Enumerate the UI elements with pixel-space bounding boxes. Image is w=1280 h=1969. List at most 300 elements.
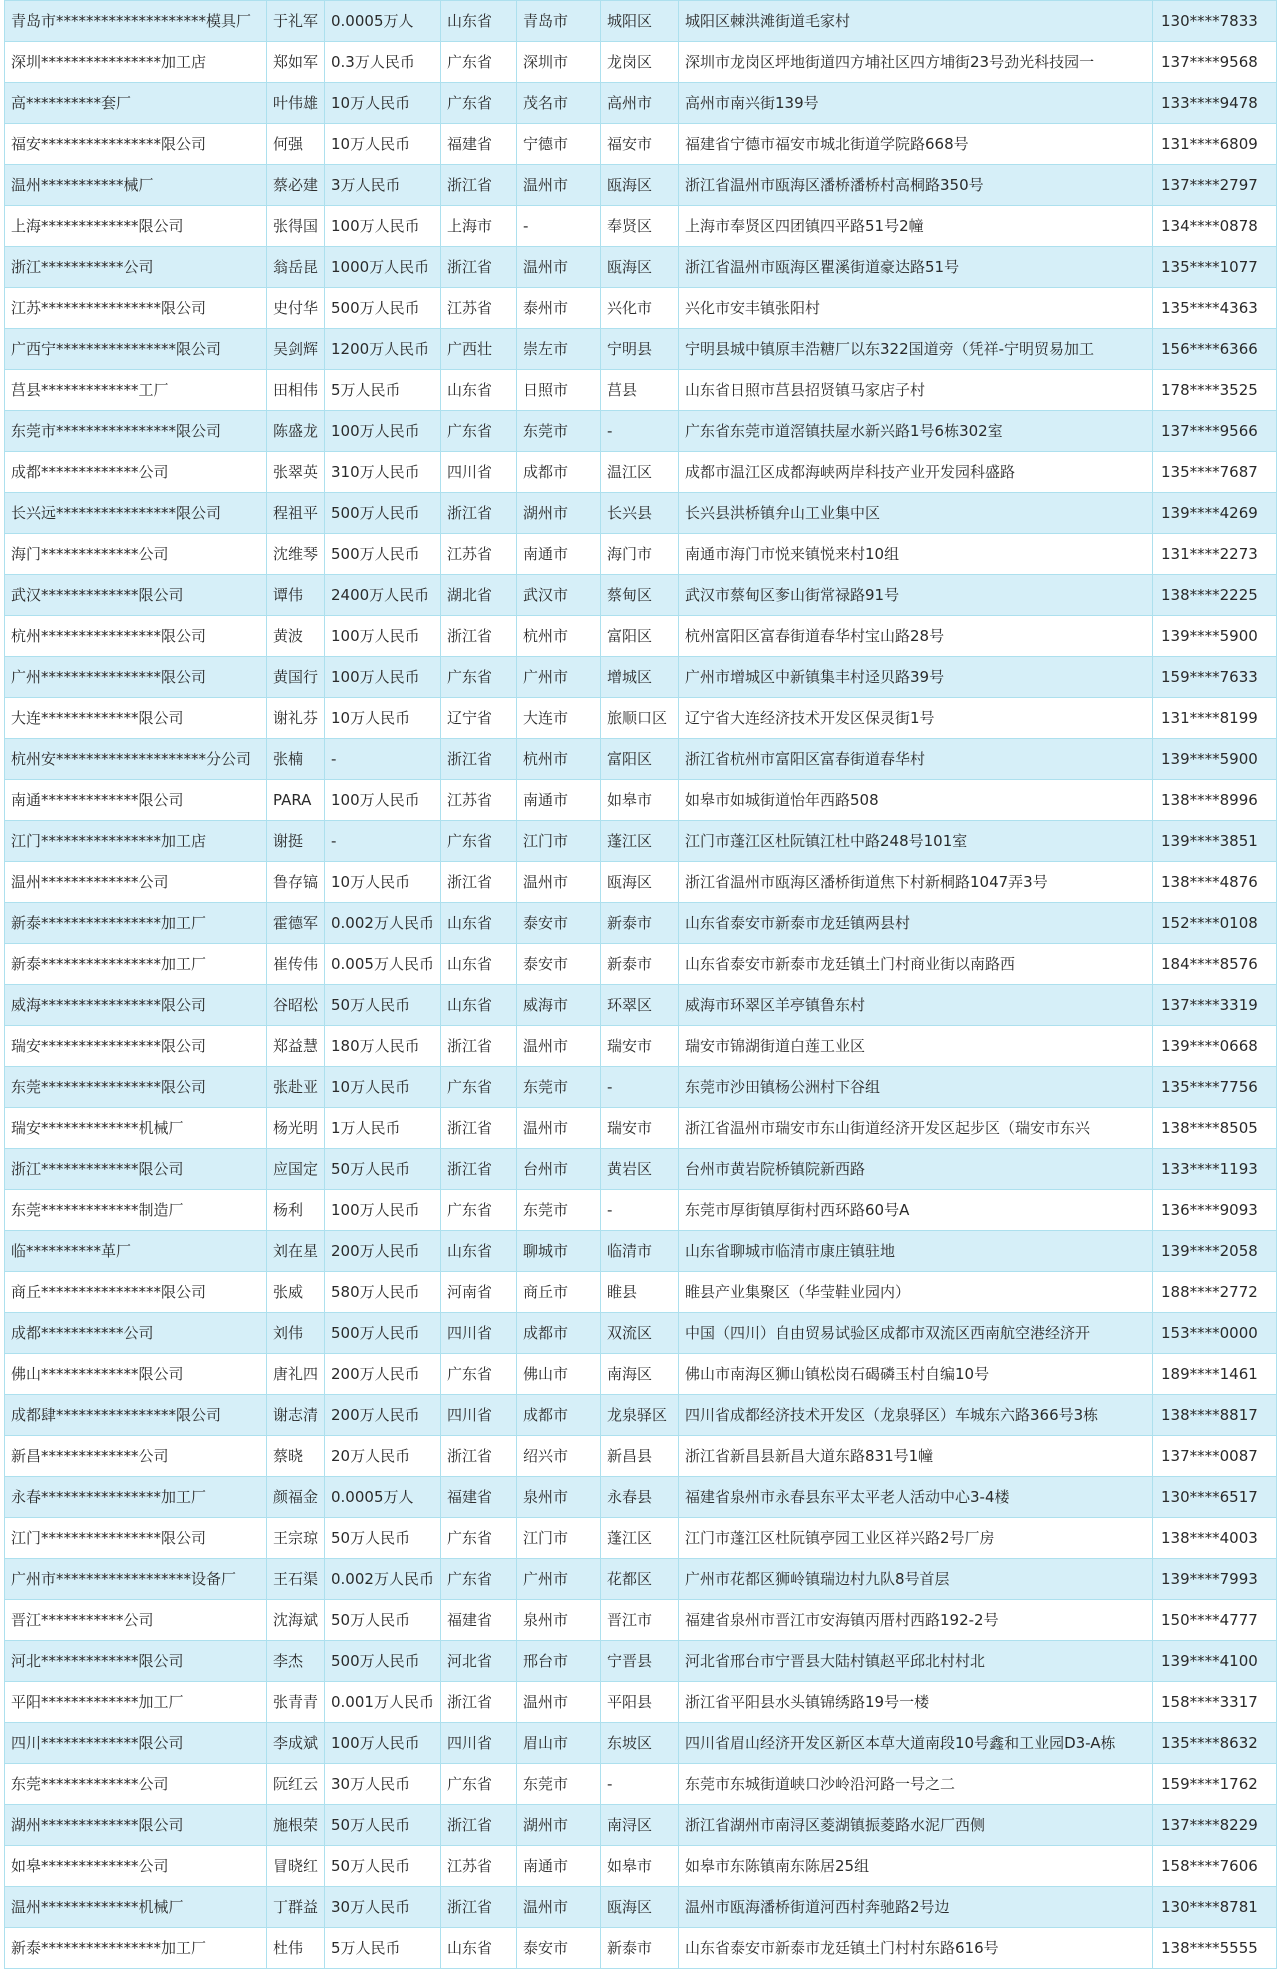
district-cell: 蓬江区 (601, 821, 679, 862)
province-cell: 福建省 (441, 1600, 517, 1641)
legal-representative-cell: 黄国行 (267, 657, 325, 698)
address-cell: 山东省泰安市新泰市龙廷镇两县村 (679, 903, 1153, 944)
city-cell: 聊城市 (517, 1231, 601, 1272)
district-cell: 温江区 (601, 452, 679, 493)
table-row (5, 575, 1277, 616)
table-row (5, 1026, 1277, 1067)
registered-capital-cell: 1000万人民币 (325, 247, 441, 288)
table-row (5, 370, 1277, 411)
company-name-cell: 浙江***********公司 (5, 247, 267, 288)
province-cell: 山东省 (441, 944, 517, 985)
province-cell: 湖北省 (441, 575, 517, 616)
table-row (5, 124, 1277, 165)
district-cell: 临清市 (601, 1231, 679, 1272)
table-row (5, 493, 1277, 534)
legal-representative-cell: 杨光明 (267, 1108, 325, 1149)
registered-capital-cell: 0.001万人民币 (325, 1682, 441, 1723)
legal-representative-cell: 张楠 (267, 739, 325, 780)
district-cell: 富阳区 (601, 616, 679, 657)
district-cell: 黄岩区 (601, 1149, 679, 1190)
city-cell: 温州市 (517, 1108, 601, 1149)
district-cell: 蓬江区 (601, 1518, 679, 1559)
province-cell: 山东省 (441, 1928, 517, 1969)
phone-cell: 138****4003 (1153, 1518, 1277, 1559)
district-cell: 东坡区 (601, 1723, 679, 1764)
table-row (5, 657, 1277, 698)
company-name-cell: 佛山*************限公司 (5, 1354, 267, 1395)
address-cell: 浙江省温州市瓯海区潘桥街道焦下村新桐路1047弄3号 (679, 862, 1153, 903)
city-cell: 泰安市 (517, 903, 601, 944)
city-cell: 温州市 (517, 1682, 601, 1723)
district-cell: 海门市 (601, 534, 679, 575)
district-cell: 永春县 (601, 1477, 679, 1518)
company-name-cell: 新泰****************加工厂 (5, 903, 267, 944)
city-cell: 青岛市 (517, 1, 601, 42)
registered-capital-cell: 0.0005万人 (325, 1, 441, 42)
registered-capital-cell: 500万人民币 (325, 534, 441, 575)
company-name-cell: 东莞*************公司 (5, 1764, 267, 1805)
district-cell: 高州市 (601, 83, 679, 124)
district-cell: 如皋市 (601, 780, 679, 821)
legal-representative-cell: 程祖平 (267, 493, 325, 534)
registered-capital-cell: 50万人民币 (325, 1149, 441, 1190)
legal-representative-cell: 张威 (267, 1272, 325, 1313)
district-cell: 龙泉驿区 (601, 1395, 679, 1436)
city-cell: 绍兴市 (517, 1436, 601, 1477)
province-cell: 广东省 (441, 411, 517, 452)
address-cell: 城阳区棘洪滩街道毛家村 (679, 1, 1153, 42)
registered-capital-cell: 5万人民币 (325, 370, 441, 411)
phone-cell: 159****1762 (1153, 1764, 1277, 1805)
table-row (5, 1272, 1277, 1313)
phone-cell: 134****0878 (1153, 206, 1277, 247)
table-row (5, 903, 1277, 944)
legal-representative-cell: 颜福金 (267, 1477, 325, 1518)
province-cell: 广西壮 (441, 329, 517, 370)
company-name-cell: 高**********套厂 (5, 83, 267, 124)
legal-representative-cell: 张青青 (267, 1682, 325, 1723)
registered-capital-cell: 50万人民币 (325, 985, 441, 1026)
province-cell: 浙江省 (441, 1149, 517, 1190)
phone-cell: 135****7756 (1153, 1067, 1277, 1108)
district-cell: 富阳区 (601, 739, 679, 780)
province-cell: 四川省 (441, 1395, 517, 1436)
district-cell: 长兴县 (601, 493, 679, 534)
phone-cell: 188****2772 (1153, 1272, 1277, 1313)
company-name-cell: 上海*************限公司 (5, 206, 267, 247)
city-cell: 湖州市 (517, 493, 601, 534)
table-row (5, 534, 1277, 575)
city-cell: 宁德市 (517, 124, 601, 165)
district-cell: 宁晋县 (601, 1641, 679, 1682)
district-cell: 瑞安市 (601, 1108, 679, 1149)
address-cell: 四川省眉山经济开发区新区本草大道南段10号鑫和工业园D3-A栋 (679, 1723, 1153, 1764)
registered-capital-cell: - (325, 739, 441, 780)
phone-cell: 152****0108 (1153, 903, 1277, 944)
city-cell: 南通市 (517, 1846, 601, 1887)
registered-capital-cell: 100万人民币 (325, 1723, 441, 1764)
district-cell: 瓯海区 (601, 165, 679, 206)
address-cell: 东莞市厚街镇厚街村西环路60号A (679, 1190, 1153, 1231)
company-name-cell: 长兴远****************限公司 (5, 493, 267, 534)
address-cell: 广州市花都区狮岭镇瑞边村九队8号首层 (679, 1559, 1153, 1600)
registered-capital-cell: 10万人民币 (325, 1067, 441, 1108)
district-cell: - (601, 1190, 679, 1231)
address-cell: 浙江省温州市瑞安市东山街道经济开发区起步区（瑞安市东兴 (679, 1108, 1153, 1149)
city-cell: 江门市 (517, 1518, 601, 1559)
company-name-cell: 平阳*************加工厂 (5, 1682, 267, 1723)
table-row (5, 698, 1277, 739)
table-row (5, 1641, 1277, 1682)
city-cell: 湖州市 (517, 1805, 601, 1846)
city-cell: 成都市 (517, 452, 601, 493)
city-cell: 泰州市 (517, 288, 601, 329)
address-cell: 长兴县洪桥镇弁山工业集中区 (679, 493, 1153, 534)
registered-capital-cell: 500万人民币 (325, 1641, 441, 1682)
district-cell: 新泰市 (601, 944, 679, 985)
district-cell: 增城区 (601, 657, 679, 698)
province-cell: 上海市 (441, 206, 517, 247)
province-cell: 河北省 (441, 1641, 517, 1682)
province-cell: 广东省 (441, 1354, 517, 1395)
phone-cell: 138****2225 (1153, 575, 1277, 616)
table-row (5, 83, 1277, 124)
address-cell: 温州市瓯海潘桥街道河西村奔驰路2号边 (679, 1887, 1153, 1928)
city-cell: 杭州市 (517, 616, 601, 657)
district-cell: 兴化市 (601, 288, 679, 329)
province-cell: 江苏省 (441, 534, 517, 575)
company-name-cell: 江门****************限公司 (5, 1518, 267, 1559)
district-cell: - (601, 411, 679, 452)
address-cell: 高州市南兴街139号 (679, 83, 1153, 124)
province-cell: 福建省 (441, 1477, 517, 1518)
phone-cell: 136****9093 (1153, 1190, 1277, 1231)
company-name-cell: 临**********革厂 (5, 1231, 267, 1272)
phone-cell: 135****1077 (1153, 247, 1277, 288)
city-cell: 杭州市 (517, 739, 601, 780)
city-cell: 大连市 (517, 698, 601, 739)
address-cell: 江门市蓬江区杜阮镇亭园工业区祥兴路2号厂房 (679, 1518, 1153, 1559)
registered-capital-cell: - (325, 821, 441, 862)
legal-representative-cell: 郑益慧 (267, 1026, 325, 1067)
city-cell: 泰安市 (517, 1928, 601, 1969)
district-cell: 晋江市 (601, 1600, 679, 1641)
registered-capital-cell: 10万人民币 (325, 124, 441, 165)
legal-representative-cell: 何强 (267, 124, 325, 165)
city-cell: 南通市 (517, 780, 601, 821)
table-row (5, 1887, 1277, 1928)
province-cell: 辽宁省 (441, 698, 517, 739)
registered-capital-cell: 50万人民币 (325, 1805, 441, 1846)
legal-representative-cell: 阮红云 (267, 1764, 325, 1805)
company-name-cell: 成都*************公司 (5, 452, 267, 493)
phone-cell: 133****9478 (1153, 83, 1277, 124)
table-row (5, 1, 1277, 42)
district-cell: 环翠区 (601, 985, 679, 1026)
legal-representative-cell: 霍德军 (267, 903, 325, 944)
company-name-cell: 东莞****************限公司 (5, 1067, 267, 1108)
table-row (5, 165, 1277, 206)
table-row (5, 1313, 1277, 1354)
address-cell: 浙江省平阳县水头镇锦绣路19号一楼 (679, 1682, 1153, 1723)
company-name-cell: 商丘****************限公司 (5, 1272, 267, 1313)
province-cell: 浙江省 (441, 616, 517, 657)
address-cell: 东莞市沙田镇杨公洲村下谷组 (679, 1067, 1153, 1108)
phone-cell: 139****3851 (1153, 821, 1277, 862)
address-cell: 杭州富阳区富春街道春华村宝山路28号 (679, 616, 1153, 657)
province-cell: 浙江省 (441, 493, 517, 534)
table-row (5, 411, 1277, 452)
address-cell: 兴化市安丰镇张阳村 (679, 288, 1153, 329)
registered-capital-cell: 100万人民币 (325, 616, 441, 657)
registered-capital-cell: 180万人民币 (325, 1026, 441, 1067)
company-name-cell: 晋江***********公司 (5, 1600, 267, 1641)
district-cell: 宁明县 (601, 329, 679, 370)
phone-cell: 139****4100 (1153, 1641, 1277, 1682)
table-row (5, 821, 1277, 862)
registered-capital-cell: 3万人民币 (325, 165, 441, 206)
company-name-cell: 杭州****************限公司 (5, 616, 267, 657)
table-row (5, 1518, 1277, 1559)
district-cell: - (601, 1764, 679, 1805)
legal-representative-cell: 施根荣 (267, 1805, 325, 1846)
district-cell: 南海区 (601, 1354, 679, 1395)
company-name-cell: 青岛市********************模具厂 (5, 1, 267, 42)
company-name-cell: 江门****************加工店 (5, 821, 267, 862)
address-cell: 武汉市蔡甸区奓山街常禄路91号 (679, 575, 1153, 616)
address-cell: 上海市奉贤区四团镇四平路51号2幢 (679, 206, 1153, 247)
table-row (5, 1436, 1277, 1477)
province-cell: 浙江省 (441, 862, 517, 903)
legal-representative-cell: 谢礼芬 (267, 698, 325, 739)
table-row (5, 1108, 1277, 1149)
province-cell: 四川省 (441, 1723, 517, 1764)
city-cell: - (517, 206, 601, 247)
district-cell: 平阳县 (601, 1682, 679, 1723)
district-cell: 旅顺口区 (601, 698, 679, 739)
company-name-cell: 瑞安****************限公司 (5, 1026, 267, 1067)
phone-cell: 158****3317 (1153, 1682, 1277, 1723)
legal-representative-cell: 谢挺 (267, 821, 325, 862)
province-cell: 广东省 (441, 42, 517, 83)
district-cell: 花都区 (601, 1559, 679, 1600)
table-row (5, 452, 1277, 493)
address-cell: 如皋市如城街道怡年西路508 (679, 780, 1153, 821)
address-cell: 深圳市龙岗区坪地街道四方埔社区四方埔街23号劲光科技园一 (679, 42, 1153, 83)
city-cell: 台州市 (517, 1149, 601, 1190)
district-cell: - (601, 1067, 679, 1108)
phone-cell: 130****8781 (1153, 1887, 1277, 1928)
table-row (5, 1231, 1277, 1272)
legal-representative-cell: 李杰 (267, 1641, 325, 1682)
phone-cell: 135****4363 (1153, 288, 1277, 329)
address-cell: 福建省泉州市晋江市安海镇丙厝村西路192-2号 (679, 1600, 1153, 1641)
city-cell: 南通市 (517, 534, 601, 575)
address-cell: 山东省聊城市临清市康庄镇驻地 (679, 1231, 1153, 1272)
address-cell: 广州市增城区中新镇集丰村迳贝路39号 (679, 657, 1153, 698)
province-cell: 山东省 (441, 370, 517, 411)
legal-representative-cell: 王宗琼 (267, 1518, 325, 1559)
address-cell: 福建省宁德市福安市城北街道学院路668号 (679, 124, 1153, 165)
company-name-cell: 瑞安*************机械厂 (5, 1108, 267, 1149)
registered-capital-cell: 1万人民币 (325, 1108, 441, 1149)
province-cell: 广东省 (441, 1764, 517, 1805)
district-cell: 睢县 (601, 1272, 679, 1313)
city-cell: 眉山市 (517, 1723, 601, 1764)
table-row (5, 206, 1277, 247)
legal-representative-cell: 谷昭松 (267, 985, 325, 1026)
province-cell: 广东省 (441, 1518, 517, 1559)
table-row (5, 42, 1277, 83)
registered-capital-cell: 580万人民币 (325, 1272, 441, 1313)
legal-representative-cell: 应国定 (267, 1149, 325, 1190)
table-row (5, 1559, 1277, 1600)
province-cell: 山东省 (441, 1231, 517, 1272)
legal-representative-cell: 刘伟 (267, 1313, 325, 1354)
city-cell: 威海市 (517, 985, 601, 1026)
table-row (5, 1067, 1277, 1108)
city-cell: 温州市 (517, 1026, 601, 1067)
company-name-cell: 广州市******************设备厂 (5, 1559, 267, 1600)
district-cell: 新泰市 (601, 1928, 679, 1969)
address-cell: 河北省邢台市宁晋县大陆村镇赵平邱北村村北 (679, 1641, 1153, 1682)
phone-cell: 139****5900 (1153, 739, 1277, 780)
city-cell: 东莞市 (517, 1764, 601, 1805)
address-cell: 四川省成都经济技术开发区（龙泉驿区）车城东六路366号3栋 (679, 1395, 1153, 1436)
address-cell: 威海市环翠区羊亭镇鲁东村 (679, 985, 1153, 1026)
district-cell: 瓯海区 (601, 247, 679, 288)
registered-capital-cell: 50万人民币 (325, 1518, 441, 1559)
legal-representative-cell: 谢志清 (267, 1395, 325, 1436)
company-name-cell: 温州***********械厂 (5, 165, 267, 206)
address-cell: 瑞安市锦湖街道白莲工业区 (679, 1026, 1153, 1067)
district-cell: 福安市 (601, 124, 679, 165)
phone-cell: 138****5555 (1153, 1928, 1277, 1969)
company-name-cell: 威海****************限公司 (5, 985, 267, 1026)
registered-capital-cell: 310万人民币 (325, 452, 441, 493)
address-cell: 浙江省新昌县新昌大道东路831号1幢 (679, 1436, 1153, 1477)
phone-cell: 138****8817 (1153, 1395, 1277, 1436)
company-name-cell: 成都***********公司 (5, 1313, 267, 1354)
city-cell: 温州市 (517, 1887, 601, 1928)
company-name-cell: 广州****************限公司 (5, 657, 267, 698)
province-cell: 江苏省 (441, 780, 517, 821)
phone-cell: 178****3525 (1153, 370, 1277, 411)
registered-capital-cell: 0.0005万人 (325, 1477, 441, 1518)
province-cell: 四川省 (441, 1313, 517, 1354)
phone-cell: 131****2273 (1153, 534, 1277, 575)
registered-capital-cell: 100万人民币 (325, 206, 441, 247)
table-row (5, 862, 1277, 903)
address-cell: 浙江省温州市瓯海区潘桥潘桥村高桐路350号 (679, 165, 1153, 206)
legal-representative-cell: 唐礼四 (267, 1354, 325, 1395)
province-cell: 福建省 (441, 124, 517, 165)
city-cell: 泰安市 (517, 944, 601, 985)
phone-cell: 130****7833 (1153, 1, 1277, 42)
table-row (5, 247, 1277, 288)
registered-capital-cell: 100万人民币 (325, 411, 441, 452)
company-name-cell: 浙江*************限公司 (5, 1149, 267, 1190)
province-cell: 广东省 (441, 821, 517, 862)
company-name-cell: 新泰****************加工厂 (5, 1928, 267, 1969)
city-cell: 广州市 (517, 1559, 601, 1600)
table-row (5, 1477, 1277, 1518)
phone-cell: 138****8996 (1153, 780, 1277, 821)
table-row (5, 739, 1277, 780)
phone-cell: 130****6517 (1153, 1477, 1277, 1518)
phone-cell: 139****2058 (1153, 1231, 1277, 1272)
legal-representative-cell: 沈维琴 (267, 534, 325, 575)
district-cell: 如皋市 (601, 1846, 679, 1887)
district-cell: 城阳区 (601, 1, 679, 42)
table-row (5, 1928, 1277, 1969)
district-cell: 蔡甸区 (601, 575, 679, 616)
district-cell: 南浔区 (601, 1805, 679, 1846)
province-cell: 江苏省 (441, 1846, 517, 1887)
phone-cell: 137****0087 (1153, 1436, 1277, 1477)
table-row (5, 288, 1277, 329)
address-cell: 东莞市东城街道峡口沙岭沿河路一号之二 (679, 1764, 1153, 1805)
legal-representative-cell: 史付华 (267, 288, 325, 329)
province-cell: 浙江省 (441, 1805, 517, 1846)
address-cell: 山东省泰安市新泰市龙廷镇土门村村东路616号 (679, 1928, 1153, 1969)
registered-capital-cell: 5万人民币 (325, 1928, 441, 1969)
table-row (5, 1764, 1277, 1805)
province-cell: 浙江省 (441, 1436, 517, 1477)
province-cell: 浙江省 (441, 1682, 517, 1723)
registered-capital-cell: 20万人民币 (325, 1436, 441, 1477)
district-cell: 新昌县 (601, 1436, 679, 1477)
address-cell: 如皋市东陈镇南东陈居25组 (679, 1846, 1153, 1887)
province-cell: 浙江省 (441, 1026, 517, 1067)
legal-representative-cell: 郑如军 (267, 42, 325, 83)
registered-capital-cell: 10万人民币 (325, 862, 441, 903)
city-cell: 江门市 (517, 821, 601, 862)
district-cell: 莒县 (601, 370, 679, 411)
registered-capital-cell: 200万人民币 (325, 1231, 441, 1272)
legal-representative-cell: PARA (267, 780, 325, 821)
registered-capital-cell: 100万人民币 (325, 1190, 441, 1231)
legal-representative-cell: 翁岳昆 (267, 247, 325, 288)
phone-cell: 137****9566 (1153, 411, 1277, 452)
phone-cell: 137****8229 (1153, 1805, 1277, 1846)
phone-cell: 150****4777 (1153, 1600, 1277, 1641)
address-cell: 南通市海门市悦来镇悦来村10组 (679, 534, 1153, 575)
province-cell: 浙江省 (441, 1108, 517, 1149)
city-cell: 成都市 (517, 1313, 601, 1354)
registered-capital-cell: 1200万人民币 (325, 329, 441, 370)
phone-cell: 156****6366 (1153, 329, 1277, 370)
province-cell: 浙江省 (441, 247, 517, 288)
address-cell: 佛山市南海区狮山镇松岗石碣磷玉村自编10号 (679, 1354, 1153, 1395)
address-cell: 浙江省杭州市富阳区富春街道春华村 (679, 739, 1153, 780)
legal-representative-cell: 谭伟 (267, 575, 325, 616)
table-body (5, 1, 1277, 1969)
city-cell: 泉州市 (517, 1600, 601, 1641)
address-cell: 山东省日照市莒县招贤镇马家店子村 (679, 370, 1153, 411)
company-name-cell: 深圳****************加工店 (5, 42, 267, 83)
address-cell: 宁明县城中镇原丰浩糖厂以东322国道旁（凭祥-宁明贸易加工 (679, 329, 1153, 370)
registered-capital-cell: 500万人民币 (325, 1313, 441, 1354)
address-cell: 辽宁省大连经济技术开发区保灵街1号 (679, 698, 1153, 739)
company-name-cell: 成都肆****************限公司 (5, 1395, 267, 1436)
legal-representative-cell: 崔传伟 (267, 944, 325, 985)
province-cell: 广东省 (441, 1067, 517, 1108)
legal-representative-cell: 杜伟 (267, 1928, 325, 1969)
legal-representative-cell: 刘在星 (267, 1231, 325, 1272)
address-cell: 浙江省温州市瓯海区瞿溪街道豪达路51号 (679, 247, 1153, 288)
city-cell: 温州市 (517, 247, 601, 288)
